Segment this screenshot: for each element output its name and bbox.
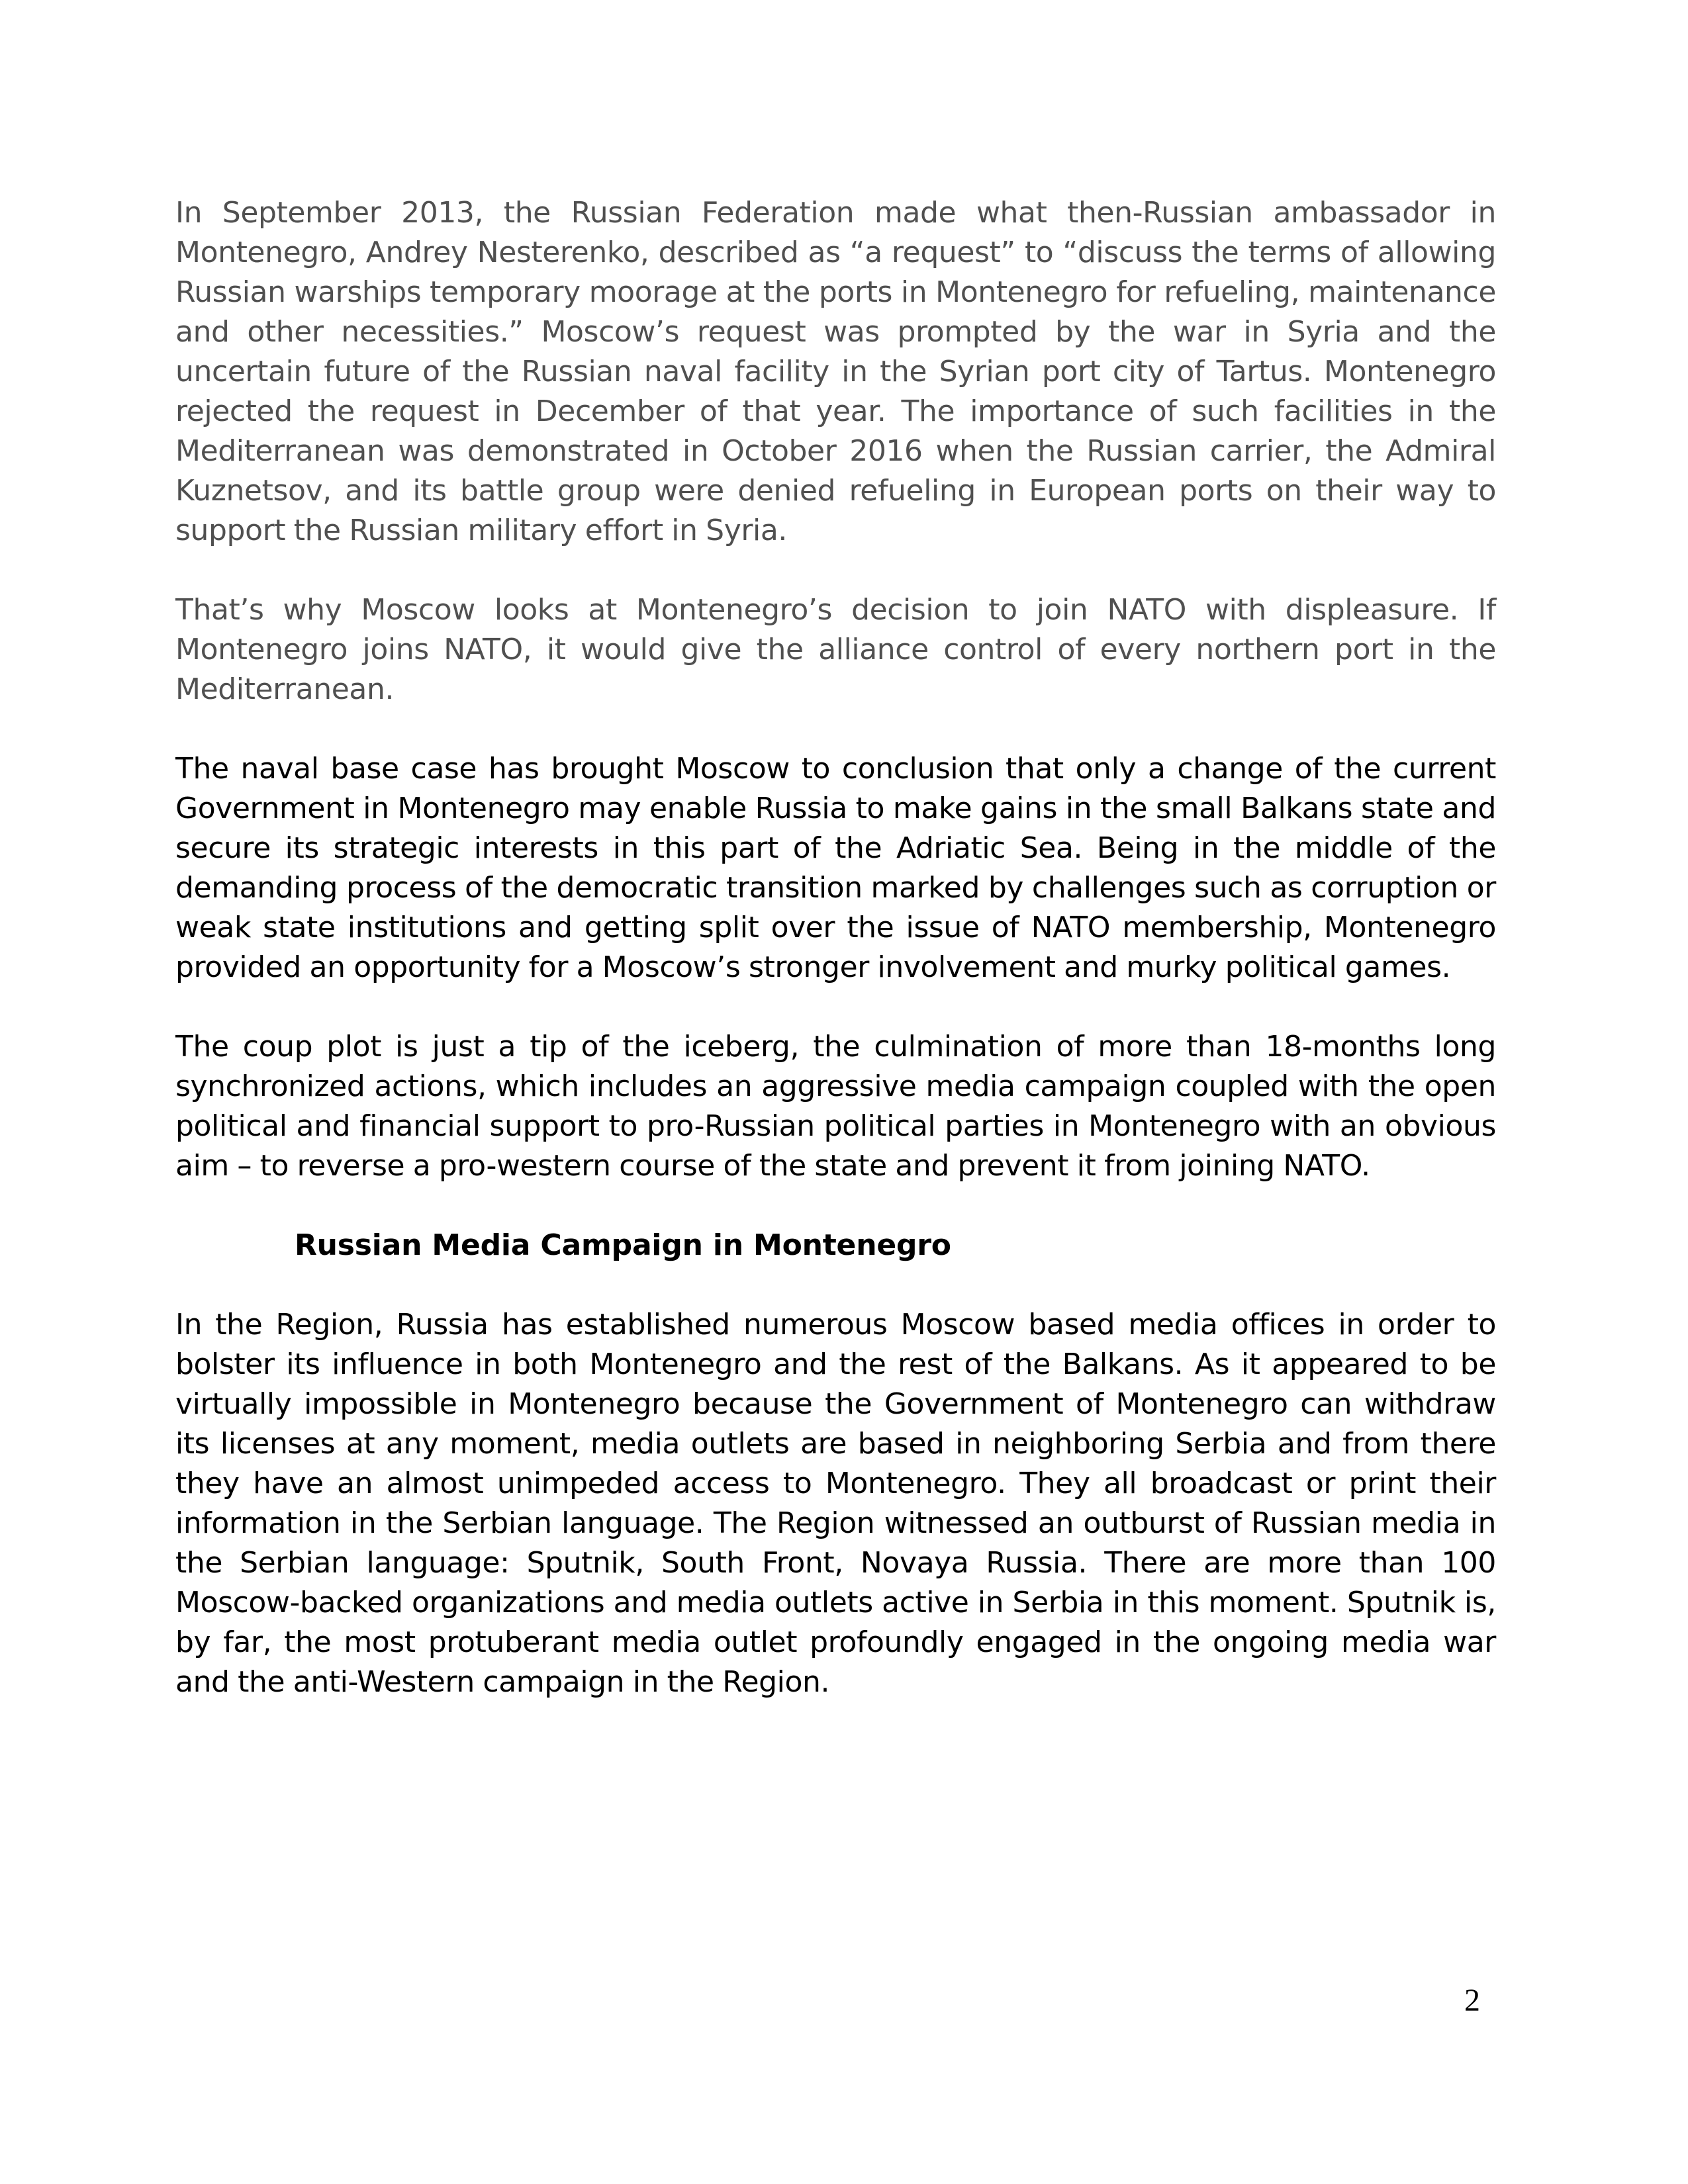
- paragraph-moorage-request: In September 2013, the Russian Federation made what then-Russian ambassador in Montenegro, Andrey Nesterenko, described as “a request” to “discuss the terms of allowing Russian warships temporary moorage at the ports in Montenegro for refueling, maintenance and other necessities.” Moscow’s request was prompted by the war in Syria and the uncertain future of the Russian naval facility in the Syrian port city of Tartus. Montenegro rejected the request in December of that year. The importance of such facilities in the Mediterranean was demonstrated in October 2016 when the Russian carrier, the Admiral Kuznetsov, and its battle group were denied refueling in European ports on their way to support the Russian military effort in Syria.: [175, 196, 1496, 547]
- section-heading: Russian Media Campaign in Montenegro: [295, 1228, 951, 1262]
- paragraph-media-offices: In the Region, Russia has established numerous Moscow based media offices in order to bolster its influence in both Montenegro and the rest of the Balkans. As it appeared to be virtually impossible in Montenegro because the Government of Montenegro can withdraw its licenses at any moment, media outlets are based in neighboring Serbia and from there they have an almost unimpeded access to Montenegro. They all broadcast or print their information in the Serbian language. The Region witnessed an outburst of Russian media in the Serbian language: Sputnik, South Front, Novaya Russia. There are more than 100 Moscow-backed organizations and media outlets active in Serbia in this moment. Sputnik is, by far, the most protuberant media outlet profoundly engaged in the ongoing media war and the anti-Western campaign in the Region.: [175, 1308, 1496, 1699]
- paragraph-coup-plot: The coup plot is just a tip of the iceberg, the culmination of more than 18-months long synchronized actions, which includes an aggressive media campaign coupled with the open political and financial support to pro-Russian political parties in Montenegro with an obvious aim – to reverse a pro-western course of the state and prevent it from joining NATO.: [175, 1030, 1496, 1183]
- page-number: 2: [1464, 1983, 1480, 2018]
- paragraph-nato-displeasure: That’s why Moscow looks at Montenegro’s decision to join NATO with displeasure. If Montenegro joins NATO, it would give the alliance control of every northern port in the Mediterranean.: [175, 593, 1496, 706]
- document-page: [175, 193, 1496, 1742]
- paragraph-naval-base-case: The naval base case has brought Moscow to conclusion that only a change of the current Government in Montenegro may enable Russia to make gains in the small Balkans state and secure its strategic interests in this part of the Adriatic Sea. Being in the middle of the demanding process of the democratic transition marked by challenges such as corruption or weak state institutions and getting split over the issue of NATO membership, Montenegro provided an opportunity for a Moscow’s stronger involvement and murky political games.: [175, 752, 1496, 984]
